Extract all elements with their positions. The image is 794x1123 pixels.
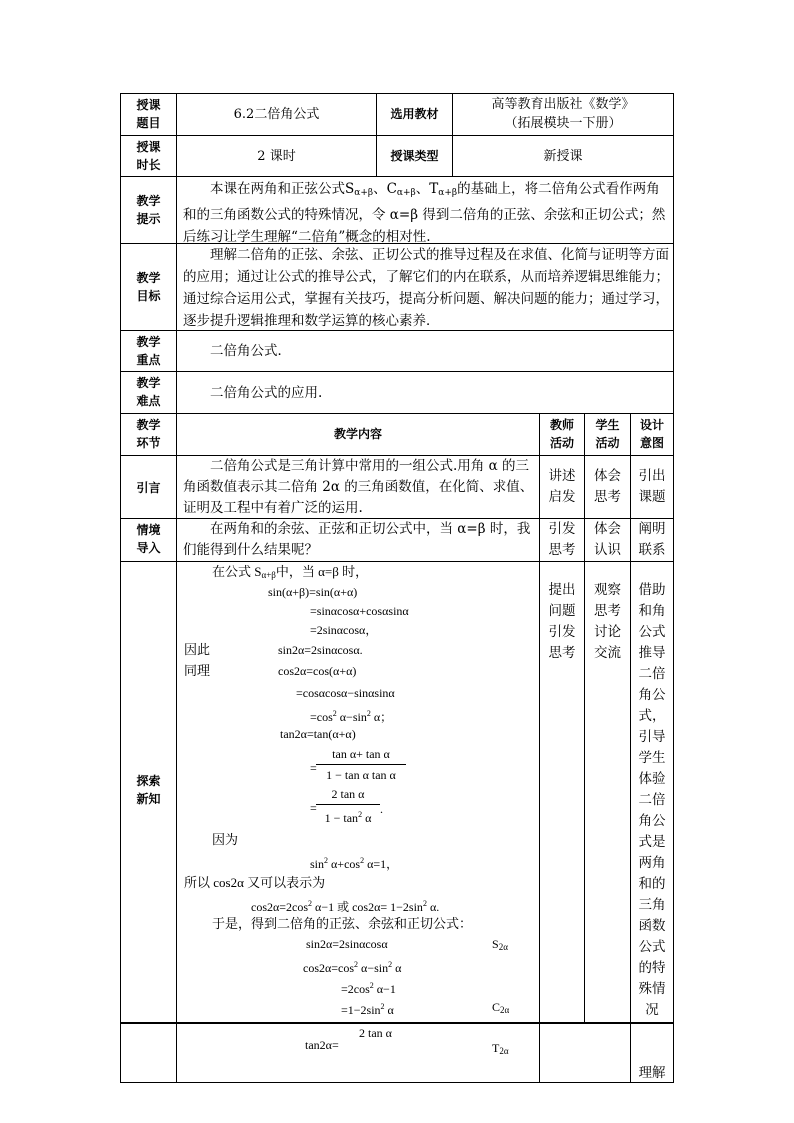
math-line: =cosαcosα−sinαsinα: [296, 686, 395, 700]
text-yushi: 于是，得到二倍角的正弦、余弦和正切公式：: [212, 916, 473, 931]
row-line-6: [120, 413, 674, 414]
math-line: tan2α=: [305, 1038, 339, 1052]
situation-design: 阐明 联系: [638, 521, 666, 558]
intro-text: 二倍角公式是三角计算中常用的一组公式.用角 α 的三角函数值表示其二倍角 2α 的三角函数值，在化简、求值、证明及工程中有着广泛的运用.: [183, 458, 534, 516]
math-fraction: $\frac{\text{2 tan α}}{1 - \tan^2 \alpha}$: [316, 786, 380, 826]
explore-teacher: 提出 问题 引发 思考: [548, 582, 576, 661]
situation-stage: 情境 导入: [136, 523, 161, 555]
text-yinci: 因此: [184, 642, 211, 657]
table-border-right: [673, 93, 674, 1083]
intro-student: 体会 思考: [594, 468, 621, 505]
label-type: 授课类型: [390, 149, 439, 163]
difficulty-text: 二倍角公式的应用.: [210, 385, 323, 401]
math-fraction: $\frac{\text{tan α+ tan α}}{\text{1 − tan α tan α}}$: [316, 746, 406, 783]
row-line-5: [120, 371, 674, 372]
col-line-1: [176, 93, 177, 1083]
label-duration: 授课 时长: [136, 140, 161, 172]
text-yinwei: 因为: [212, 832, 239, 847]
math-line: cos2α=cos(α+α): [278, 664, 357, 678]
head-stage: 教学 环节: [136, 418, 161, 450]
type-value: 新授课: [543, 149, 583, 164]
row-line-2: [120, 176, 674, 177]
label-textbook: 选用教材: [390, 107, 439, 121]
explore-design: 借助 和角 公式 推导 二倍 角公 式， 引导 学生 体验 二倍 角公 式是 两角 和的 三角 函数 公式 的特 殊情 况: [638, 582, 666, 1018]
text-tongli: 同理: [184, 663, 211, 678]
formula-tag: $T_{2\alpha}$: [492, 1041, 509, 1056]
label-hint: 教学 提示: [136, 194, 161, 226]
label-goal: 教学 目标: [136, 271, 161, 303]
text-suoyi: 所以 cos2α 又可以表示为: [184, 875, 326, 890]
table-border-left: [120, 93, 121, 1083]
intro-design: 引出 课题: [638, 468, 666, 505]
situation-student: 体会 认识: [594, 521, 621, 558]
math-eq: =: [310, 761, 317, 775]
goal-text: 理解二倍角的正弦、余弦、正切公式的推导过程及在求值、化简与证明等方面的应用；通过让公式的推导公式，了解它们的内在联系，从而培养逻辑思维能力；通过综合运用公式，掌握有关技巧，提高分析问题、解决问题的能力；通过学习，逐步提升逻辑推理和数学运算的核心素养．: [183, 247, 669, 329]
math-line: =sinαcosα+cosαsinα: [310, 604, 409, 618]
explore-stage: 探索 新知: [136, 774, 161, 806]
textbook-line1: 高等教育出版社《数学》: [491, 97, 635, 112]
head-design: 设计 意图: [639, 418, 664, 450]
math-line: .: [380, 802, 383, 816]
textbook-line2: （拓展模块一下册）: [504, 116, 622, 131]
explore-student: 观察 思考 讨论 交流: [594, 582, 621, 661]
math-line: 在公式 $S_{\alpha+\beta}$中，当 α=β 时，: [212, 564, 369, 580]
math-line: $\cos 2\alpha=2\cos^2$ α−1 或 $\cos 2\alpha= 1-2\sin^2$ α.: [251, 899, 440, 914]
col-line-a1: [539, 413, 540, 1083]
row-line-1: [120, 135, 674, 136]
label-difficulty: 教学 难点: [136, 376, 161, 408]
math-line: tan2α=tan(α+α): [280, 727, 356, 741]
head-student: 学生 活动: [595, 418, 620, 450]
label-key: 教学 重点: [136, 335, 161, 367]
row-line-11: [120, 1082, 674, 1083]
math-line: sin2α=2sinαcosα: [306, 937, 388, 951]
math-line: 2 tan α: [359, 1026, 392, 1040]
row-line-0: [120, 93, 674, 94]
math-line: $=\cos^2$ $\alpha-\sin^2$ α；: [310, 709, 393, 724]
row-line-10: [120, 1022, 674, 1024]
situation-text: 在两角和的余弦、正弦和正切公式中，当 α=β 时，我们能得到什么结果呢？: [183, 521, 531, 558]
math-line: sin2α=2sinαcosα.: [278, 643, 363, 657]
formula-tag: $C_{2\alpha}$: [492, 1000, 510, 1015]
math-line: $\sin^2 \alpha+\cos^2$ α=1，: [310, 856, 399, 871]
key-text: 二倍角公式．: [210, 343, 291, 359]
last-design: 理解: [638, 1065, 666, 1081]
intro-teacher: 讲述 启发: [548, 468, 576, 505]
head-teacher: 教师 活动: [549, 418, 574, 450]
math-line: $=1-2\sin^2$ α: [341, 1002, 394, 1017]
hint-text: 本课在两角和正弦公式$S_{\alpha+\beta}$、$C_{\alpha+\beta}$、$T_{\alpha+\beta}$的基础上，将二倍角公式看作两角和的三角函数公式的特殊情况，令 α=β 得到二倍角的正弦、余弦和正切公式；然后练习让学生理解“二倍角”概念的相对性.: [183, 181, 666, 245]
label-title: 授课 题目: [136, 98, 161, 130]
math-line: =2sinαcosα，: [310, 623, 378, 637]
course-title: 6.2二倍角公式: [233, 107, 320, 122]
row-line-9: [120, 561, 674, 562]
math-line: sin(α+β)=sin(α+α): [268, 585, 358, 599]
situation-teacher: 引发 思考: [548, 521, 576, 558]
formula-tag: $S_{2\alpha}$: [492, 937, 508, 952]
math-line: $=2\cos^2$ α−1: [341, 981, 396, 996]
duration-value: 2 课时: [257, 149, 296, 164]
math-eq: =: [310, 801, 317, 815]
intro-stage: 引言: [136, 481, 161, 495]
head-content: 教学内容: [333, 427, 382, 441]
math-line: $\cos 2\alpha=\cos^2$ $\alpha-\sin^2$ α: [303, 960, 402, 975]
